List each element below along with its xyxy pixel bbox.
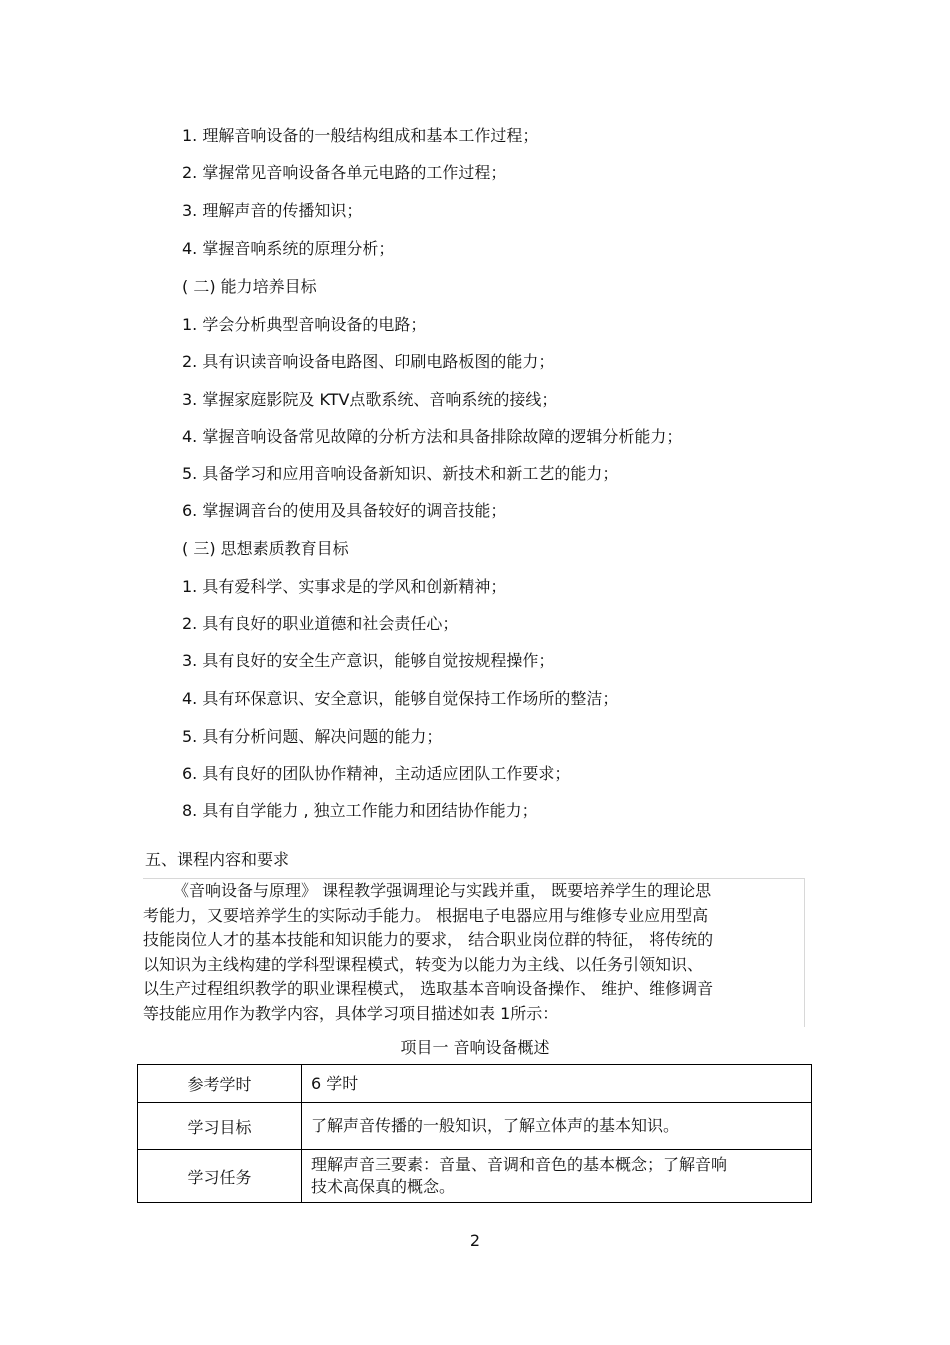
- list-line: 6. 掌握调音台的使用及具备较好的调音技能；: [182, 501, 507, 520]
- list-line: 3. 具有良好的安全生产意识，能够自觉按规程操作；: [182, 651, 555, 670]
- table-caption: 项目一 音响设备概述: [400, 1038, 550, 1057]
- list-line: 6. 具有良好的团队协作精神，主动适应团队工作要求；: [182, 764, 571, 783]
- body-paragraph: [143, 878, 805, 1027]
- list-line: 8. 具有自学能力 , 独立工作能力和团结协作能力；: [182, 801, 538, 820]
- list-line: 3. 掌握家庭影院及 KTV点歌系统、音响系统的接线；: [182, 390, 558, 409]
- list-line: 2. 具有识读音响设备电路图、印刷电路板图的能力；: [182, 352, 555, 371]
- table-row: [138, 1103, 812, 1150]
- subsection-heading: ( 三) 思想素质教育目标: [182, 539, 349, 558]
- paragraph-line: 《音响设备与原理》 课程教学强调理论与实践并重， 既要培养学生的理论思: [173, 881, 712, 900]
- table-value-cell: 了解声音传播的一般知识，了解立体声的基本知识。: [302, 1103, 812, 1150]
- paragraph-line: 技能岗位人才的基本技能和知识能力的要求， 结合职业岗位群的特征， 将传统的: [143, 930, 714, 949]
- list-line: 1. 学会分析典型音响设备的电路；: [182, 315, 427, 334]
- subsection-heading: ( 二) 能力培养目标: [182, 277, 317, 296]
- paragraph-line: 考能力，又要培养学生的实际动手能力。 根据电子电器应用与维修专业应用型高: [143, 905, 709, 925]
- table-value-line: 理解声音三要素：音量、音调和音色的基本概念；了解音响: [311, 1155, 728, 1174]
- list-line: 3. 理解声音的传播知识；: [182, 201, 363, 220]
- list-line: 4. 掌握音响设备常见故障的分析方法和具备排除故障的逻辑分析能力；: [182, 427, 683, 446]
- list-line: 1. 理解音响设备的一般结构组成和基本工作过程；: [182, 126, 539, 145]
- paragraph-line: 等技能应用作为教学内容，具体学习项目描述如表 1所示：: [143, 1003, 559, 1023]
- list-line: 5. 具有分析问题、解决问题的能力；: [182, 727, 443, 746]
- paragraph-line: 以生产过程组织教学的职业课程模式， 选取基本音响设备操作、 维护、维修调音: [143, 979, 714, 998]
- table-label-cell: 学习目标: [138, 1103, 302, 1150]
- table-label-cell: 参考学时: [138, 1065, 302, 1103]
- list-line: 2. 具有良好的职业道德和社会责任心；: [182, 614, 459, 633]
- table-value-cell: 6 学时: [302, 1065, 812, 1103]
- list-line: 4. 掌握音响系统的原理分析；: [182, 239, 395, 258]
- table-row: [138, 1150, 812, 1203]
- section-heading: 五、课程内容和要求: [145, 850, 290, 869]
- table-value-cell: [302, 1150, 812, 1203]
- table-value-line: 技术高保真的概念。: [311, 1177, 456, 1196]
- page-number: 2: [469, 1231, 481, 1250]
- table-label-cell: 学习任务: [138, 1150, 302, 1203]
- paragraph-line: 以知识为主线构建的学科型课程模式，转变为以能力为主线、以任务引领知识、: [143, 954, 704, 974]
- list-line: 5. 具备学习和应用音响设备新知识、新技术和新工艺的能力；: [182, 464, 619, 483]
- list-line: 4. 具有环保意识、安全意识，能够自觉保持工作场所的整洁；: [182, 689, 619, 708]
- list-line: 1. 具有爱科学、实事求是的学风和创新精神；: [182, 577, 507, 596]
- list-line: 2. 掌握常见音响设备各单元电路的工作过程；: [182, 163, 507, 182]
- table-row: [138, 1065, 812, 1103]
- course-info-table: [137, 1064, 812, 1203]
